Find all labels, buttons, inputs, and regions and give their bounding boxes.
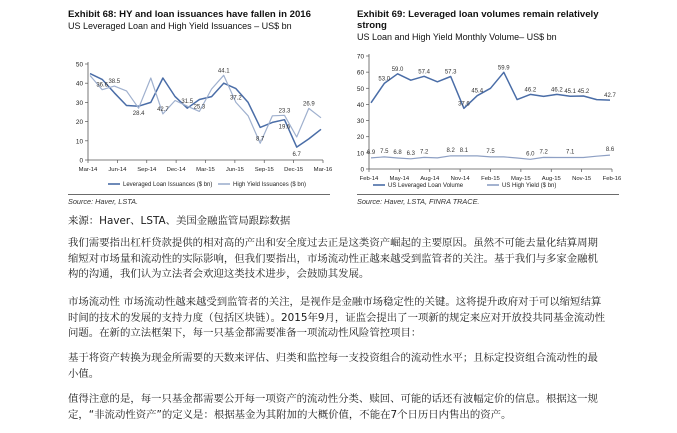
data-label: 6.3	[406, 150, 416, 157]
x-tick-label: Nov-15	[572, 176, 592, 182]
data-label: 26.9	[302, 101, 315, 108]
data-label: 8.6	[605, 147, 615, 154]
y-tick-label: 30	[356, 118, 364, 126]
x-tick-label: Dec-15	[284, 167, 304, 173]
legend-label: US High Yield ($ bn)	[502, 183, 557, 189]
x-tick-label: Aug-15	[541, 176, 561, 182]
data-label: 6.9	[366, 149, 376, 156]
chart-hy-loan-issuances	[68, 34, 333, 192]
y-tick-label: 40	[356, 101, 364, 109]
data-label: 57.4	[418, 69, 430, 76]
data-label: 36.6	[96, 82, 109, 89]
legend-label: US Leveraged Loan Volume	[388, 183, 464, 189]
data-label: 7.5	[380, 148, 389, 155]
y-tick-label: 60	[356, 69, 364, 77]
data-label: 8.2	[446, 147, 455, 154]
exhibit-69	[356, 9, 622, 206]
y-tick-label: 70	[356, 53, 364, 61]
data-label: 7.2	[539, 149, 548, 156]
y-tick-label: 10	[356, 150, 364, 158]
data-label: 6.0	[526, 151, 535, 158]
y-tick-label: 20	[75, 119, 83, 127]
x-tick-label: Jun-15	[225, 167, 244, 173]
data-label: 45.4	[471, 88, 484, 95]
data-label: 59.0	[391, 66, 404, 73]
data-label: 8.7	[256, 136, 265, 143]
exhibit-68-source: Source: Haver, LSTA.	[68, 194, 330, 206]
x-tick-label: Mar-15	[196, 167, 215, 173]
data-label: 44.1	[217, 68, 230, 75]
data-label: 6.7	[292, 152, 301, 159]
exhibit-69-source: Source: Haver, LSTA, FINRA TRACE.	[357, 194, 619, 206]
data-label: 7.1	[565, 149, 575, 156]
data-label: 6.8	[393, 150, 402, 157]
x-tick-label: Jun-14	[108, 167, 127, 173]
x-tick-label: Aug-14	[420, 176, 440, 182]
data-label: 46.2	[524, 87, 537, 94]
exhibit-68-subtitle: US Leveraged Loan and High Yield Issuances – US$ bn	[68, 21, 292, 31]
exhibit-68-title: Exhibit 68: HY and loan issuances have fallen in 2016	[68, 9, 311, 20]
data-label: 59.9	[497, 65, 510, 72]
data-label: 37.6	[458, 101, 470, 108]
paragraph-3: 基于将资产转换为现金所需要的天数来评估、归类和监控每一支投资组合的流动性水平；且标定投资组合流动性的最小值。	[68, 352, 598, 380]
y-tick-label: 30	[75, 99, 83, 107]
source-note: 来源：Haver、LSTA、美国金融监管局跟踪数据	[68, 215, 291, 227]
x-tick-label: Feb-14	[359, 176, 379, 182]
data-label: 7.2	[419, 149, 429, 156]
data-label: 38.5	[108, 79, 121, 86]
y-tick-label: 20	[356, 134, 364, 142]
y-tick-label: 0	[360, 166, 364, 174]
x-tick-label: May-15	[511, 176, 531, 182]
y-tick-label: 50	[356, 85, 364, 93]
data-label: 8.1	[459, 147, 469, 154]
x-tick-label: Mar-14	[78, 167, 98, 173]
data-label: 31.5	[181, 99, 194, 106]
exhibit-68	[68, 9, 333, 206]
data-label: 53.0	[378, 76, 391, 83]
data-label: 45.2	[577, 89, 590, 96]
x-tick-label: Feb-16	[602, 176, 622, 182]
y-tick-label: 40	[75, 80, 83, 88]
chart-loan-hy-monthly-volume	[356, 46, 622, 192]
data-label: 19.6	[278, 124, 291, 131]
exhibit-69-title: Exhibit 69: Leveraged loan volumes remain relatively strong	[357, 9, 599, 31]
data-label: 37.2	[230, 95, 242, 102]
data-label: 45.1	[564, 89, 577, 96]
x-tick-label: Feb-15	[481, 176, 500, 182]
data-label: 46.2	[551, 87, 563, 94]
x-tick-label: Mar-16	[313, 167, 333, 173]
y-tick-label: 10	[75, 138, 83, 146]
data-label: 42.7	[157, 106, 169, 113]
data-label: 25.3	[193, 104, 206, 111]
legend-label: Leveraged Loan Issuances ($ bn)	[123, 182, 213, 188]
x-tick-label: Nov-14	[450, 176, 470, 182]
x-tick-label: Sep-15	[254, 167, 274, 173]
data-label: 28.4	[132, 111, 145, 118]
y-tick-label: 0	[79, 157, 83, 165]
paragraph-1: 我们需要指出杠杆贷款提供的相对高的产出和安全度过去正是这类资产崛起的主要原因。虽然不可能去量化结算周期缩短对市场量和流动性的实际影响，但我们要指出，市场流动性正越来越受到监管者的关注。基于我们与多家金融机构的沟通，我们认为立法者会欢迎这类技术进步，会鼓励其发展。	[68, 237, 598, 280]
x-tick-label: Dec-14	[166, 167, 186, 173]
data-label: 42.7	[604, 93, 616, 100]
x-tick-label: May-14	[389, 176, 410, 182]
data-label: 7.5	[486, 148, 495, 155]
data-label: 57.3	[444, 69, 457, 76]
paragraph-4: 值得注意的是，每一只基金都需要公开每一项资产的流动性分类、赎回、可能的话还有波幅定价的信息。根据这一规定，“非流动性资产”的定义是：根据基金为其附加的大概价值，不能在7个日历日内售出的资产。	[68, 393, 598, 421]
exhibit-69-subtitle: US Loan and High Yield Monthly Volume– US$ bn	[357, 32, 557, 42]
legend-label: High Yield Issuances ($ bn)	[233, 182, 307, 188]
y-tick-label: 50	[75, 61, 83, 69]
x-tick-label: Sep-14	[137, 167, 157, 173]
paragraph-2: 市场流动性 市场流动性越来越受到监管者的关注，是视作是金融市场稳定性的关键。这将提升政府对于可以缩短结算时间的技术的发展的支持力度（包括区块链）。2015年9月，证监会提出了一项新的规定来应对开放投共同基金流动性问题。在新的立法框架下，每一只基金都需要准备一项流动性风险管控项目：	[68, 296, 605, 339]
data-label: 23.3	[278, 108, 291, 115]
